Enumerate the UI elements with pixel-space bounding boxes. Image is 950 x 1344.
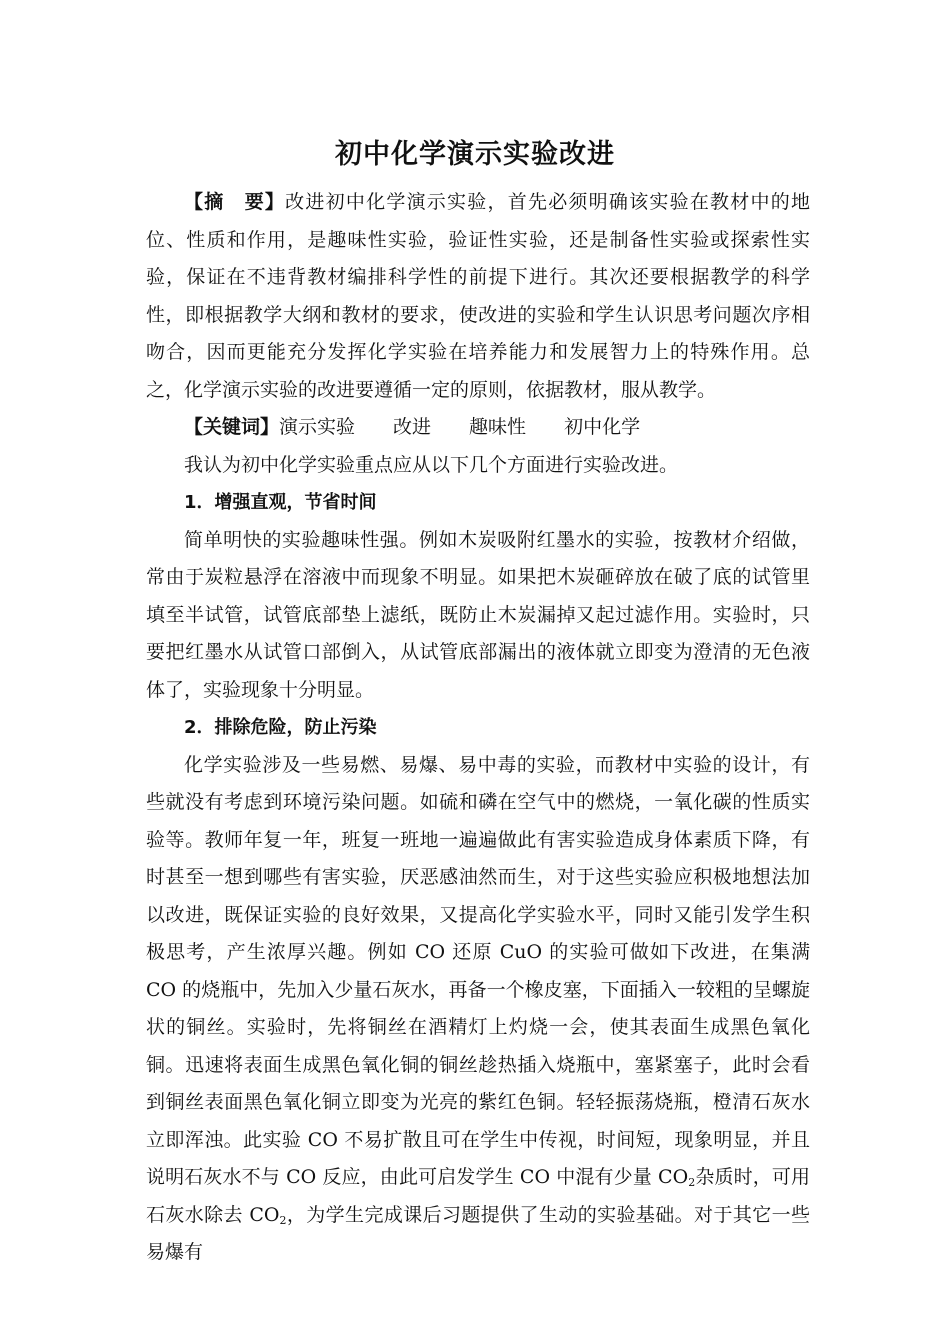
keyword: 趣味性 bbox=[469, 416, 527, 438]
section-paragraph bbox=[146, 747, 810, 1272]
section-heading: 2．排除危险，防止污染 bbox=[184, 717, 377, 738]
section-heading: 1．增强直观，节省时间 bbox=[184, 492, 377, 513]
intro-paragraph: 我认为初中化学实验重点应从以下几个方面进行实验改进。 bbox=[184, 453, 679, 476]
subscript: 2 bbox=[688, 1176, 696, 1189]
keyword: 初中化学 bbox=[564, 416, 641, 438]
abstract-label: 【摘 要】 bbox=[184, 191, 286, 213]
document-body bbox=[146, 184, 810, 1272]
keywords-label: 【关键词】 bbox=[184, 416, 280, 438]
abstract-paragraph bbox=[146, 184, 810, 409]
keyword: 改进 bbox=[393, 416, 432, 438]
subscript: 2 bbox=[279, 1213, 287, 1227]
paragraph-text: 化学实验涉及一些易燃、易爆、易中毒的实验，而教材中实验的设计，有些就没有考虑到环境污染问题。如硫和磷在空气中的燃烧，一氧化碳的性质实验等。教师年复一年，班复一班地一遍遍做此有害实验造成身体素质下降，有时甚至一想到哪些有害实验，厌恶感油然而生，对于这些实验应积极地想法加以改进，既保证实验的良好效果，又提高化学实验水平，同时又能引发学生积极思考，产生浓厚兴趣。例如 CO 还原 CuO 的实验可做如下改进，在集满 CO 的烧瓶中，先加入少量石灰水，再备一个橡皮塞，下面插入一较粗的呈螺旋状的铜丝。实验时，先将铜丝在酒精灯上灼烧一会，使其表面生成黑色氧化铜。迅速将表面生成黑色氧化铜的铜丝趁热插入烧瓶中，塞紧塞子，此时会看到铜丝表面黑色氧化铜立即变为光亮的紫红色铜。轻轻振荡烧瓶，橙清石灰水立即浑浊。此实验 CO 不易扩散且可在学生中传视，时间短，现象明显，并且说明石灰水不与 CO 反应，由此可启发学生 CO 中混有少量 CO bbox=[146, 753, 810, 1188]
keyword: 演示实验 bbox=[279, 416, 356, 438]
paragraph-text: 杂质时，可用石灰水除去 CO bbox=[146, 1166, 810, 1226]
paragraph-text: ，为学生完成课后习题提供了生动的实验基础。对于其它一些易爆有 bbox=[146, 1203, 810, 1263]
keywords-paragraph bbox=[146, 409, 810, 447]
section-paragraph: 简单明快的实验趣味性强。例如木炭吸附红墨水的实验，按教材介绍做，常由于炭粒悬浮在溶液中而现象不明显。如果把木炭砸碎放在破了底的试管里填至半试管，试管底部垫上滤纸，既防止木炭漏掉又起过滤作用。实验时，只要把红墨水从试管口部倒入，从试管底部漏出的液体就立即变为澄清的无色液体了，实验现象十分明显。 bbox=[146, 528, 810, 701]
abstract-text: 改进初中化学演示实验，首先必须明确该实验在教材中的地位、性质和作用，是趣味性实验，验证性实验，还是制备性实验或探索性实验，保证在不违背教材编排科学性的前提下进行。其次还要根据教学的科学性，即根据教学大纲和教材的要求，使改进的实验和学生认识思考问题次序相吻合，因而更能充分发挥化学实验在培养能力和发展智力上的特殊作用。总之，化学演示实验的改进要遵循一定的原则，依据教材，服从教学。 bbox=[146, 191, 810, 401]
document-title: 初中化学演示实验改进 bbox=[335, 139, 615, 170]
